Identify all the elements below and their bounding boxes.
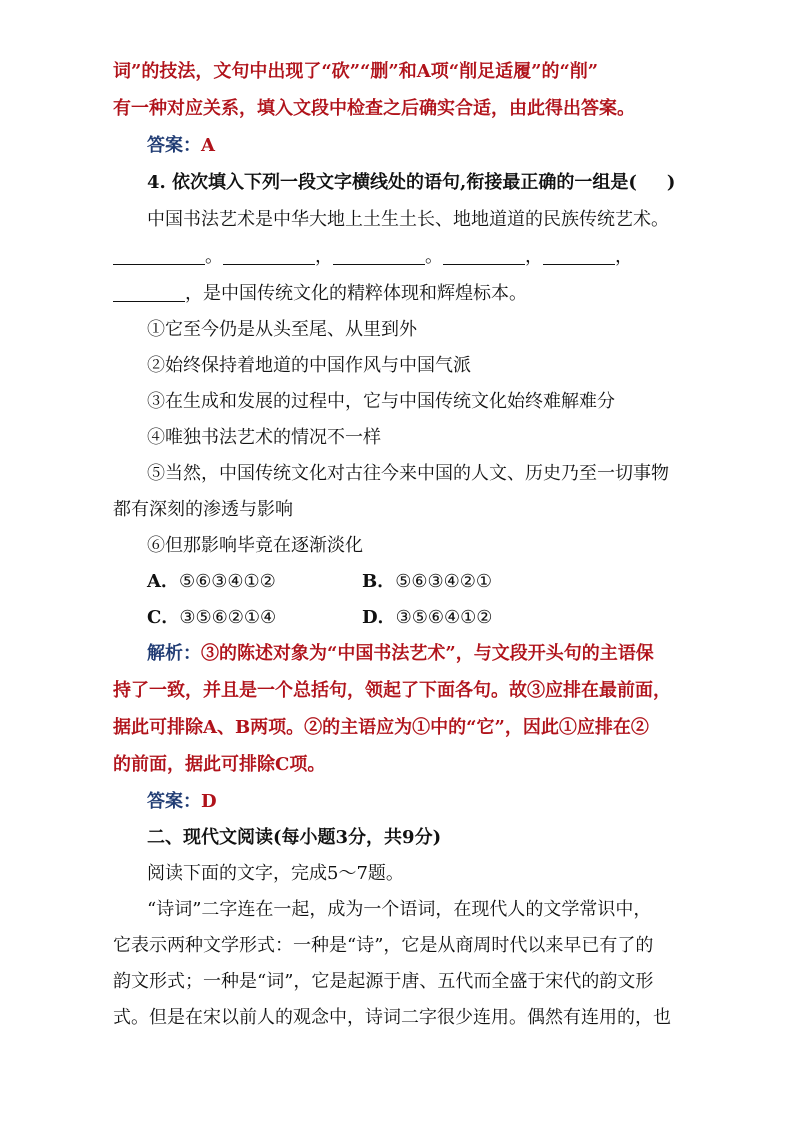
q4-sentence-5-cont: 都有深刻的渗透与影响 bbox=[113, 499, 293, 520]
option-c bbox=[147, 606, 276, 630]
fill-blank bbox=[223, 246, 315, 265]
option-c-text: ③⑤⑥②①④ bbox=[179, 607, 277, 628]
fill-blank bbox=[113, 283, 185, 302]
q4-analysis-line-1 bbox=[147, 642, 654, 666]
q3-answer-value: A bbox=[201, 135, 215, 156]
separator: ， bbox=[615, 246, 633, 267]
q4-stem-close: ) bbox=[666, 172, 676, 193]
fill-blank bbox=[443, 246, 525, 265]
passage-line-4: 式。但是在宋以前人的观念中，诗词二字很少连用。偶然有连用的，也 bbox=[113, 1007, 671, 1028]
q4-answer-value: D bbox=[201, 791, 217, 812]
q4-stem-text: 4. 依次填入下列一段文字横线处的语句,衔接最正确的一组是( bbox=[147, 172, 637, 193]
q4-analysis-line-4: 的前面，据此可排除C项。 bbox=[113, 754, 326, 775]
fill-blank bbox=[543, 246, 615, 265]
q4-passage-line-1: 中国书法艺术是中华大地上土生土长、地地道道的民族传统艺术。 bbox=[147, 209, 669, 230]
option-a-text: ⑤⑥③④①② bbox=[178, 571, 276, 592]
passage-line-1: “诗词”二字连在一起，成为一个语词，在现代人的文学常识中， bbox=[147, 899, 652, 920]
q4-sentence-1: ①它至今仍是从头至尾、从里到外 bbox=[147, 319, 417, 340]
option-a-letter: A． bbox=[147, 571, 179, 592]
option-b-letter: B． bbox=[362, 571, 396, 592]
q4-analysis-line-2: 持了一致，并且是一个总括句，领起了下面各句。故③应排在最前面， bbox=[113, 680, 671, 701]
q4-answer-label: 答案： bbox=[147, 791, 201, 812]
section-instruction: 阅读下面的文字，完成5～7题。 bbox=[147, 863, 404, 884]
q4-passage-tail: ，是中国传统文化的精粹体现和辉煌标本。 bbox=[185, 283, 527, 304]
q3-answer-label: 答案： bbox=[147, 135, 201, 156]
separator: ， bbox=[525, 246, 543, 267]
option-d-text: ③⑤⑥④①② bbox=[395, 607, 493, 628]
option-b-text: ⑤⑥③④②① bbox=[395, 571, 493, 592]
q4-passage-line-3 bbox=[113, 282, 527, 306]
separator: 。 bbox=[425, 246, 443, 267]
section-heading: 二、现代文阅读(每小题3分，共9分) bbox=[147, 827, 442, 848]
q3-explanation-line-1: 词”的技法，文句中出现了“砍”“删”和A项“削足适履”的“削” bbox=[113, 61, 599, 82]
fill-blank bbox=[333, 246, 425, 265]
q4-analysis-line-3: 据此可排除A、B两项。②的主语应为①中的“它”，因此①应排在② bbox=[113, 717, 649, 738]
fill-blank bbox=[113, 246, 205, 265]
q4-analysis-text-1: ③的陈述对象为“中国书法艺术”，与文段开头句的主语保 bbox=[201, 643, 654, 664]
option-b bbox=[362, 570, 492, 594]
q4-sentence-3: ③在生成和发展的过程中，它与中国传统文化始终难解难分 bbox=[147, 391, 615, 412]
passage-line-3: 韵文形式；一种是“词”，它是起源于唐、五代而全盛于宋代的韵文形 bbox=[113, 971, 654, 992]
option-a bbox=[147, 570, 276, 594]
option-c-letter: C． bbox=[147, 607, 180, 628]
option-d bbox=[362, 606, 492, 630]
q4-sentence-5: ⑤当然，中国传统文化对古往今来中国的人文、历史乃至一切事物 bbox=[147, 463, 669, 484]
option-d-letter: D． bbox=[362, 607, 396, 628]
q4-sentence-4: ④唯独书法艺术的情况不一样 bbox=[147, 427, 381, 448]
separator: 。 bbox=[205, 246, 223, 267]
q4-analysis-label: 解析： bbox=[147, 643, 201, 664]
q4-sentence-6: ⑥但那影响毕竟在逐渐淡化 bbox=[147, 535, 363, 556]
q4-passage-blanks-line bbox=[113, 245, 633, 269]
q3-answer bbox=[147, 134, 215, 158]
q4-stem bbox=[147, 171, 675, 195]
passage-line-2: 它表示两种文学形式：一种是“诗”，它是从商周时代以来早已有了的 bbox=[113, 935, 654, 956]
q4-sentence-2: ②始终保持着地道的中国作风与中国气派 bbox=[147, 355, 471, 376]
q4-answer bbox=[147, 790, 217, 814]
q3-explanation-line-2: 有一种对应关系，填入文段中检查之后确实合适，由此得出答案。 bbox=[113, 98, 635, 119]
separator: ， bbox=[315, 246, 333, 267]
